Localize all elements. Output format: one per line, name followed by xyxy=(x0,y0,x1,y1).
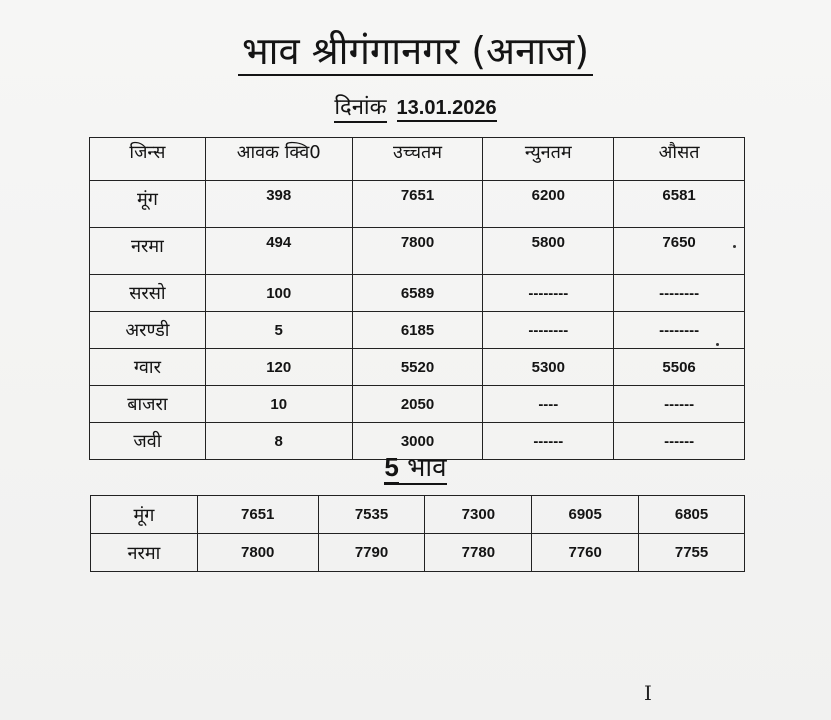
arrival-cell: 5 xyxy=(205,312,352,349)
min-cell: 6200 xyxy=(483,181,614,228)
max-cell: 5520 xyxy=(352,349,483,386)
commodity-cell: मूंग xyxy=(90,181,206,228)
avg-cell: 5506 xyxy=(614,349,745,386)
min-cell: ---- xyxy=(483,386,614,423)
header-cell: औसत xyxy=(614,138,745,181)
table-row xyxy=(91,496,745,534)
min-cell: -------- xyxy=(483,275,614,312)
five-rates-word: भाव xyxy=(407,453,447,483)
table-row xyxy=(90,275,745,312)
min-cell: -------- xyxy=(483,312,614,349)
commodity-cell: बाजरा xyxy=(90,386,206,423)
arrival-cell: 398 xyxy=(205,181,352,228)
rates-table xyxy=(89,137,745,460)
table-row xyxy=(90,349,745,386)
rate-cell: 6805 xyxy=(639,496,745,534)
date-value: 13.01.2026 xyxy=(397,97,497,122)
avg-cell: -------- xyxy=(614,312,745,349)
arrival-cell: 8 xyxy=(205,423,352,460)
commodity-cell: मूंग xyxy=(91,496,198,534)
max-cell: 6589 xyxy=(352,275,483,312)
arrival-cell: 100 xyxy=(205,275,352,312)
max-cell: 7800 xyxy=(352,228,483,275)
avg-cell: -------- xyxy=(614,275,745,312)
scan-speck xyxy=(716,343,719,346)
min-cell: 5300 xyxy=(483,349,614,386)
arrival-cell: 120 xyxy=(205,349,352,386)
header-cell: न्युनतम xyxy=(483,138,614,181)
commodity-cell: अरण्डी xyxy=(90,312,206,349)
rate-cell: 7755 xyxy=(639,534,745,572)
table-header-row xyxy=(90,138,745,181)
scan-speck xyxy=(733,245,736,248)
rate-cell: 7780 xyxy=(425,534,532,572)
header-cell: आवक क्वि0 xyxy=(205,138,352,181)
five-rates-number: 5 xyxy=(384,452,399,482)
commodity-cell: नरमा xyxy=(90,228,206,275)
text-cursor-icon: I xyxy=(644,681,652,705)
page-title-text: भाव श्रीगंगानगर (अनाज) xyxy=(238,28,593,76)
max-cell: 7651 xyxy=(352,181,483,228)
rate-cell: 7760 xyxy=(532,534,639,572)
rate-cell: 7651 xyxy=(197,496,318,534)
table-row xyxy=(90,228,745,275)
avg-cell: 6581 xyxy=(614,181,745,228)
rate-cell: 7300 xyxy=(425,496,532,534)
rate-cell: 6905 xyxy=(532,496,639,534)
max-cell: 3000 xyxy=(352,423,483,460)
five-rates-title xyxy=(0,449,831,486)
arrival-cell: 10 xyxy=(205,386,352,423)
commodity-cell: ग्वार xyxy=(90,349,206,386)
avg-cell: ------ xyxy=(614,423,745,460)
date-label: दिनांक xyxy=(334,95,386,123)
max-cell: 2050 xyxy=(352,386,483,423)
rate-cell: 7800 xyxy=(197,534,318,572)
table-row xyxy=(90,386,745,423)
table-row xyxy=(90,312,745,349)
avg-cell: 7650 xyxy=(614,228,745,275)
header-cell: उच्चतम xyxy=(352,138,483,181)
arrival-cell: 494 xyxy=(205,228,352,275)
max-cell: 6185 xyxy=(352,312,483,349)
rate-cell: 7790 xyxy=(318,534,425,572)
commodity-cell: जवी xyxy=(90,423,206,460)
commodity-cell: नरमा xyxy=(91,534,198,572)
commodity-cell: सरसो xyxy=(90,275,206,312)
min-cell: 5800 xyxy=(483,228,614,275)
table-row xyxy=(91,534,745,572)
date-line xyxy=(0,93,831,123)
min-cell: ------ xyxy=(483,423,614,460)
avg-cell: ------ xyxy=(614,386,745,423)
five-rates-table xyxy=(90,495,745,572)
header-cell: जिन्स xyxy=(90,138,206,181)
rate-cell: 7535 xyxy=(318,496,425,534)
table-row xyxy=(90,181,745,228)
page-title xyxy=(0,26,831,76)
